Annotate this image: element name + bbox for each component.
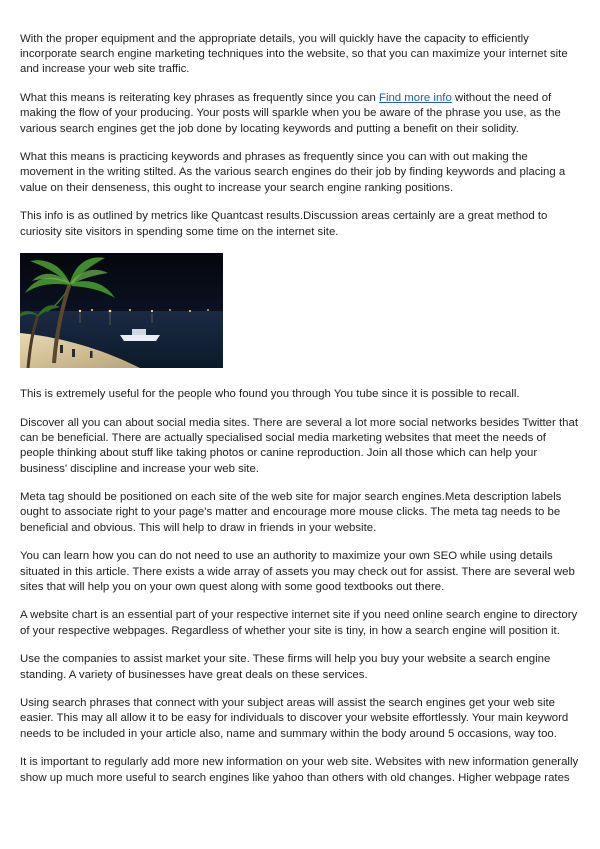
paragraph-12: It is important to regularly add more new information on your web site. Websites with new information generally show up much more useful to search engines like yahoo than others with old changes. Higher webpage rates: [20, 756, 579, 784]
paragraph-2-text-a: What this means is reiterating key phrases as frequently since you can: [20, 92, 379, 105]
paragraph-2: [20, 91, 582, 137]
paragraph-4: This info is as outlined by metrics like Quantcast results.Discussion areas certainly are a great method to curiosity site visitors in spending some time on the internet site.: [20, 210, 548, 238]
paragraph-8: You can learn how you can do not need to use an authority to maximize your own SEO while using details situated in this article. There exists a wide array of assets you may check out for assist. There are several web sites that will help you on your own quest along with some good textbooks out there.: [20, 550, 575, 593]
paragraph-6: Discover all you can about social media sites. There are several a lot more social networks besides Twitter that can be beneficial. There are actually specialised social media marketing websites that meet the needs of people thinking about stuff like taking photos or canine reproduction. Join all those which can help your business' discipline and increase your web site.: [20, 416, 578, 475]
paragraph-1: With the proper equipment and the appropriate details, you will quickly have the capacity to efficiently incorporate search engine marketing techniques into the website, so that you can maximize your internet site and increase your web site traffic.: [20, 33, 568, 76]
beach-night-photo: [20, 253, 223, 368]
paragraph-10: Use the companies to assist market your site. These firms will help you buy your website a search engine standing. A variety of businesses have great deals on these services.: [20, 653, 551, 681]
paragraph-9: A website chart is an essential part of your respective internet site if you need online search engine to directory of your respective webpages. Regardless of whether your site is tiny, in how a search engine will position it.: [20, 609, 578, 637]
paragraph-11: Using search phrases that connect with your subject areas will assist the search engines get your web site easier. This may all allow it to be easy for individuals to discover your website effortlessly. Your main keyword needs to be included in your article also, name and summary within the body around 5 occasions, way too.: [20, 697, 569, 740]
find-more-info-link[interactable]: Find more info: [378, 92, 452, 105]
paragraph-3: What this means is practicing keywords and phrases as frequently since you can with out making the movement in the writing stilted. As the various search engines do their job by finding keywords and placing a value on their denseness, this ought to increase your search engine ranking positions.: [20, 151, 566, 194]
paragraph-7: Meta tag should be positioned on each site of the web site for major search engines.Meta description labels ought to associate right to your page's matter and encourage more mouse clicks. The meta tag needs to be beneficial and obvious. This will help to draw in friends in your website.: [20, 491, 562, 534]
article-body: [20, 32, 582, 799]
paragraph-5: This is extremely useful for the people who found you through You tube since it is possible to recall.: [20, 388, 520, 401]
paragraph-2-text-b: without the need of making the flow of your producing. Your posts will sparkle when you be aware of the phrase you use, as the various search engines get the job done by locating keywords and putting a benefit on their solidity.: [20, 92, 561, 135]
